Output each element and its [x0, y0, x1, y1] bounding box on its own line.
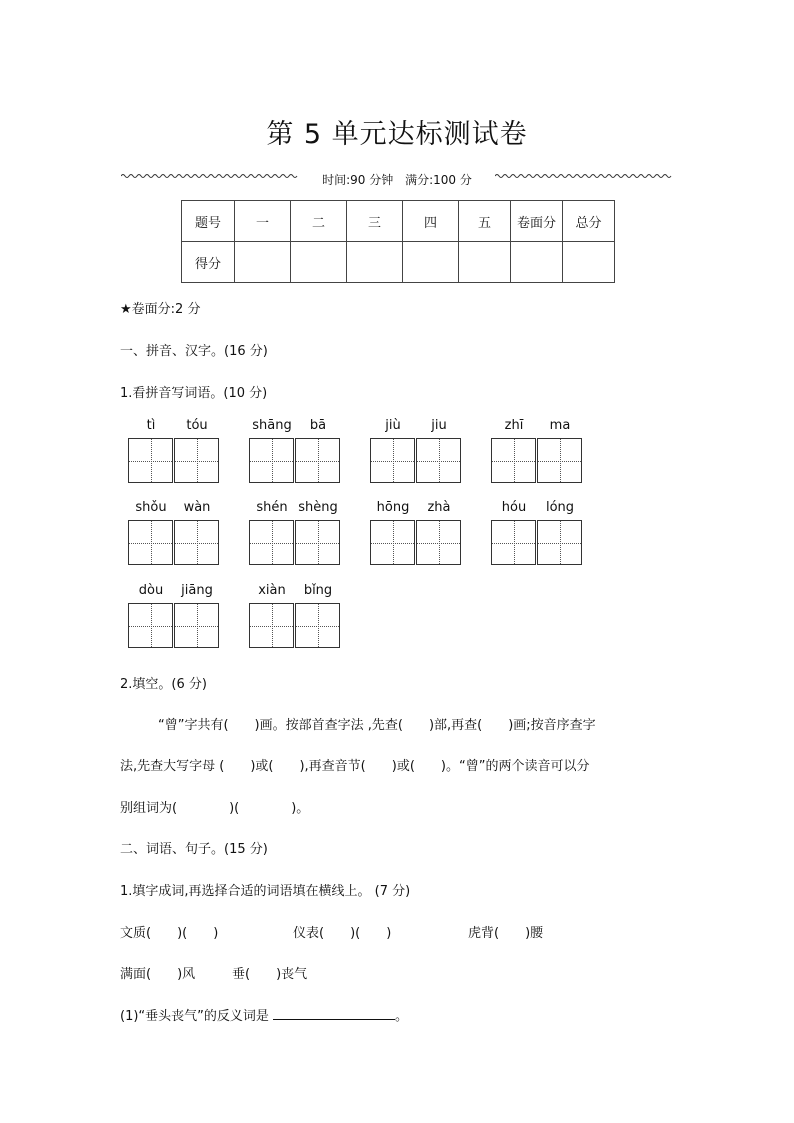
pinyin-syllable: jiù — [385, 418, 401, 433]
pinyin-syllable: tóu — [186, 418, 208, 433]
pinyin-syllable: ma — [549, 418, 571, 433]
writing-cell[interactable] — [416, 438, 461, 483]
pinyin-syllable: lóng — [545, 500, 575, 515]
tianzige-boxes — [128, 603, 220, 649]
fill-blank-line: 法,先查大写字母 ( )或( ),再查音节( )或( )。“曾”的两个读音可以分 — [120, 759, 590, 774]
tianzige-boxes — [249, 520, 341, 566]
decorative-wave-right — [495, 171, 673, 181]
writing-cell[interactable] — [249, 603, 294, 648]
section1-heading: 一、拼音、汉字。(16 分) — [120, 344, 268, 359]
score-input-cell[interactable] — [291, 242, 347, 283]
score-header-cell: 一 — [235, 201, 291, 242]
tianzige-boxes — [370, 438, 462, 484]
sub-question-1 — [120, 1005, 408, 1024]
score-header-cell: 三 — [347, 201, 403, 242]
writing-cell[interactable] — [174, 603, 219, 648]
pinyin-syllable: jiu — [431, 418, 447, 433]
pinyin-syllable: zhà — [427, 500, 451, 515]
idiom-fill-item: 仪表( )( ) — [293, 926, 392, 941]
pinyin-syllable: shāng — [252, 418, 292, 433]
writing-cell[interactable] — [491, 520, 536, 565]
tianzige-boxes — [128, 438, 220, 484]
score-header-cell: 二 — [291, 201, 347, 242]
writing-cell[interactable] — [491, 438, 536, 483]
score-input-cell[interactable] — [459, 242, 511, 283]
writing-cell[interactable] — [174, 438, 219, 483]
fill-blank-line: 别组词为( )( )。 — [120, 801, 310, 816]
pinyin-syllable: bǐng — [303, 583, 333, 598]
pinyin-syllable: bā — [309, 418, 327, 433]
pinyin-syllable: hóu — [501, 500, 527, 515]
score-header-cell: 五 — [459, 201, 511, 242]
score-input-cell[interactable] — [347, 242, 403, 283]
fill-blank-line: “曾”字共有( )画。按部首查字法 ,先查( )部,再查( )画;按音序查字 — [158, 718, 596, 733]
pinyin-syllable: zhī — [504, 418, 524, 433]
score-table-header-row — [182, 201, 615, 242]
writing-cell[interactable] — [416, 520, 461, 565]
pinyin-syllable: shǒu — [135, 500, 167, 515]
writing-cell[interactable] — [295, 438, 340, 483]
answer-blank-line[interactable] — [273, 1007, 395, 1020]
section2-heading: 二、词语、句子。(15 分) — [120, 842, 268, 857]
idiom-fill-item: 垂( )丧气 — [232, 967, 308, 982]
writing-cell[interactable] — [370, 438, 415, 483]
score-input-cell[interactable] — [563, 242, 615, 283]
neatness-score-note: ★卷面分:2 分 — [120, 302, 201, 317]
score-header-cell: 卷面分 — [511, 201, 563, 242]
s2-q1-heading: 1.填字成词,再选择合适的词语填在横线上。 (7 分) — [120, 884, 411, 899]
pinyin-syllable: shén — [256, 500, 288, 515]
score-table — [181, 200, 615, 283]
idiom-fill-item: 文质( )( ) — [120, 926, 219, 941]
score-header-cell: 题号 — [182, 201, 235, 242]
writing-cell[interactable] — [128, 603, 173, 648]
q2-heading: 2.填空。(6 分) — [120, 677, 207, 692]
score-header-cell: 总分 — [563, 201, 615, 242]
writing-cell[interactable] — [537, 520, 582, 565]
writing-cell[interactable] — [174, 520, 219, 565]
sub-question-1-text: (1)“垂头丧气”的反义词是 — [120, 1009, 269, 1024]
score-input-cell[interactable] — [511, 242, 563, 283]
writing-cell[interactable] — [295, 603, 340, 648]
pinyin-syllable: dòu — [138, 583, 164, 598]
writing-cell[interactable] — [295, 520, 340, 565]
score-input-cell[interactable] — [403, 242, 459, 283]
writing-cell[interactable] — [128, 520, 173, 565]
score-header-cell: 四 — [403, 201, 459, 242]
exam-meta-text — [316, 171, 478, 188]
page-title: 第 5 单元达标测试卷 — [266, 119, 528, 150]
score-table-score-row — [182, 242, 615, 283]
pinyin-syllable: shèng — [298, 500, 338, 515]
exam-meta — [121, 171, 673, 189]
exam-time: 时间:90 分钟 — [322, 173, 394, 187]
writing-cell[interactable] — [537, 438, 582, 483]
tianzige-boxes — [249, 603, 341, 649]
tianzige-boxes — [370, 520, 462, 566]
writing-cell[interactable] — [128, 438, 173, 483]
writing-cell[interactable] — [249, 438, 294, 483]
decorative-wave-left — [121, 171, 299, 181]
idiom-fill-item: 虎背( )腰 — [468, 926, 544, 941]
tianzige-boxes — [491, 438, 583, 484]
pinyin-syllable: hōng — [376, 500, 410, 515]
exam-full-score: 满分:100 分 — [405, 173, 472, 187]
sub-question-1-end: 。 — [395, 1009, 409, 1024]
pinyin-syllable: jiāng — [181, 583, 213, 598]
writing-cell[interactable] — [249, 520, 294, 565]
pinyin-syllable: xiàn — [258, 583, 286, 598]
score-input-cell[interactable] — [235, 242, 291, 283]
pinyin-syllable: tì — [146, 418, 156, 433]
tianzige-boxes — [491, 520, 583, 566]
pinyin-syllable: wàn — [183, 500, 211, 515]
writing-cell[interactable] — [370, 520, 415, 565]
score-row-label: 得分 — [182, 242, 235, 283]
tianzige-boxes — [249, 438, 341, 484]
q1-heading: 1.看拼音写词语。(10 分) — [120, 386, 268, 401]
tianzige-boxes — [128, 520, 220, 566]
idiom-fill-item: 满面( )风 — [120, 967, 196, 982]
